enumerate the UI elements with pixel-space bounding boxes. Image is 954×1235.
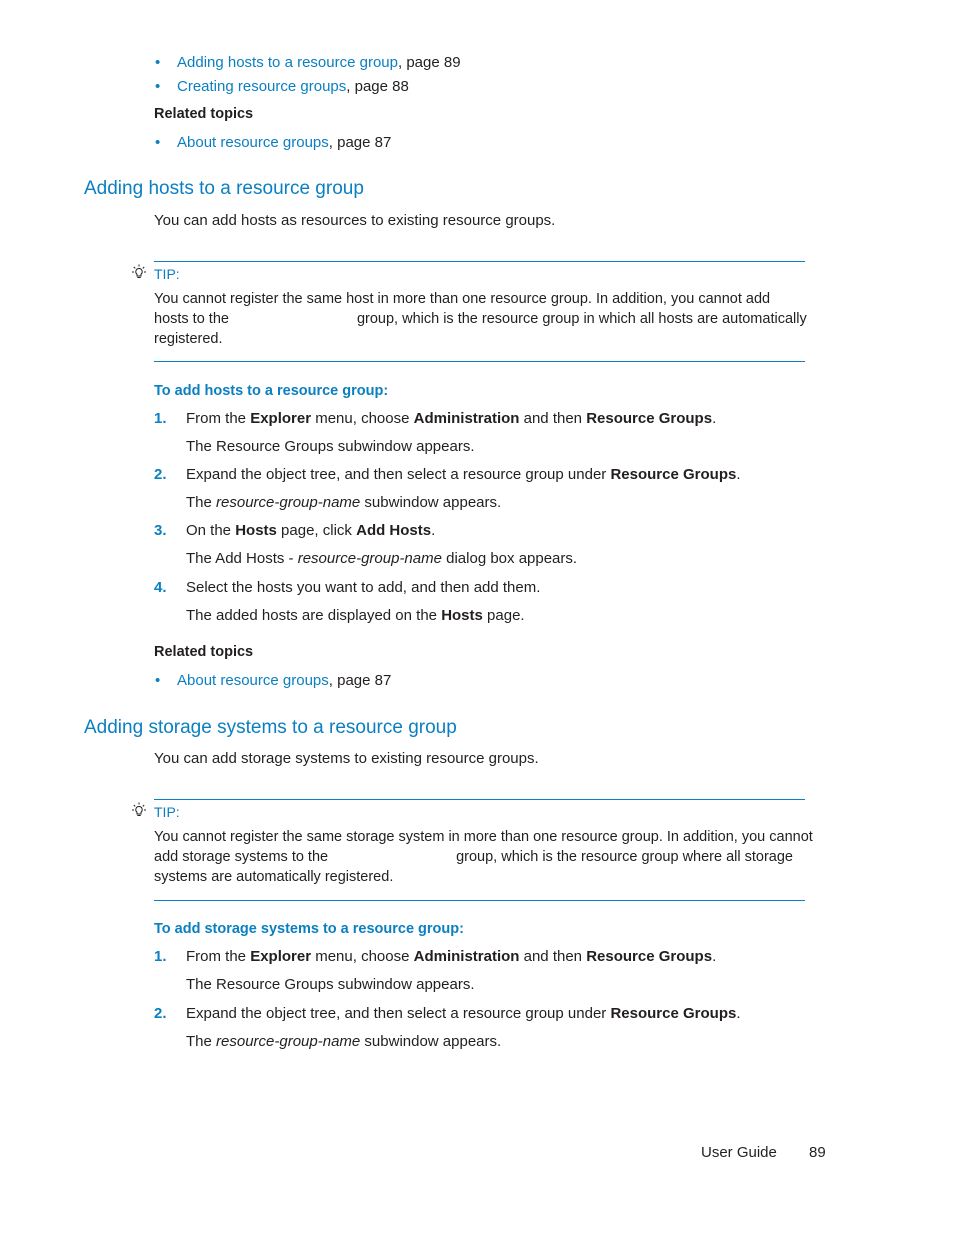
step-number: 1. [154, 410, 167, 427]
bullet-icon: • [155, 134, 161, 151]
step-number: 4. [154, 579, 167, 596]
step-text: Expand the object tree, and then select a resource group under Resource Groups. [186, 466, 741, 483]
tip-line: You cannot register the same storage system in more than one resource group. In addition, you cannot [154, 829, 813, 845]
tip-text [154, 827, 813, 887]
procedure-title: To add hosts to a resource group: [154, 383, 389, 399]
tip-line: hosts to the group, which is the resource group in which all hosts are automatically [154, 311, 807, 327]
list-item [155, 53, 461, 73]
link-adding-hosts[interactable]: Adding hosts to a resource group [177, 54, 398, 71]
tip-line: systems are automatically registered. [154, 869, 394, 885]
link-about-resource-groups[interactable]: About resource groups [177, 672, 329, 689]
related-topics-heading: Related topics [154, 644, 254, 660]
section-heading: Adding hosts to a resource group [84, 178, 364, 199]
tip-bottom-rule [154, 900, 805, 901]
step-result: The resource-group-name subwindow appears. [186, 1033, 502, 1050]
tip-text [154, 289, 808, 349]
page-ref: , page 88 [346, 78, 409, 95]
section-heading: Adding storage systems to a resource group [84, 717, 457, 738]
lightbulb-icon [130, 264, 148, 282]
tip-label: TIP: [154, 266, 180, 282]
step-result: The Add Hosts - resource-group-name dialog box appears. [186, 550, 578, 567]
bullet-icon: • [155, 78, 161, 95]
lightbulb-icon [130, 802, 148, 820]
tip-line: registered. [154, 331, 223, 347]
related-topics-heading: Related topics [154, 106, 254, 122]
list-item [155, 77, 409, 97]
step-text: Expand the object tree, and then select a resource group under Resource Groups. [186, 1005, 741, 1022]
step-result: The Resource Groups subwindow appears. [186, 438, 475, 455]
tip-top-rule [154, 261, 805, 262]
tip-line: add storage systems to the group, which is the resource group where all storage [154, 849, 793, 865]
step-text: From the Explorer menu, choose Administration and then Resource Groups. [186, 948, 717, 965]
step-number: 2. [154, 1005, 167, 1022]
page-ref: , page 89 [397, 54, 461, 71]
bullet-icon: • [155, 672, 161, 689]
step-text: From the Explorer menu, choose Administration and then Resource Groups. [186, 410, 717, 427]
step-number: 1. [154, 948, 167, 965]
step-number: 3. [154, 522, 167, 539]
tip-line: You cannot register the same host in more than one resource group. In addition, you cannot add [154, 291, 771, 307]
section-intro: You can add storage systems to existing resource groups. [154, 750, 539, 767]
procedure-title: To add storage systems to a resource group: [154, 921, 464, 937]
tip-top-rule [154, 799, 805, 800]
tip-label: TIP: [154, 804, 180, 820]
page-number: 89 [809, 1144, 826, 1161]
link-creating-resource-groups[interactable]: Creating resource groups [177, 78, 347, 95]
step-result: The Resource Groups subwindow appears. [186, 976, 475, 993]
list-item [155, 671, 391, 691]
page-ref: , page 87 [328, 672, 392, 689]
step-number: 2. [154, 466, 167, 483]
link-about-resource-groups[interactable]: About resource groups [177, 134, 329, 151]
step-result: The added hosts are displayed on the Hosts page. [186, 607, 525, 624]
section-intro: You can add hosts as resources to existing resource groups. [154, 212, 556, 229]
list-item [155, 133, 391, 153]
footer-label: User Guide [701, 1144, 777, 1161]
step-text: Select the hosts you want to add, and then add them. [186, 579, 541, 596]
bullet-icon: • [155, 54, 161, 71]
tip-bottom-rule [154, 361, 805, 362]
page-ref: , page 87 [328, 134, 392, 151]
step-text: On the Hosts page, click Add Hosts. [186, 522, 436, 539]
step-result: The resource-group-name subwindow appears. [186, 494, 502, 511]
